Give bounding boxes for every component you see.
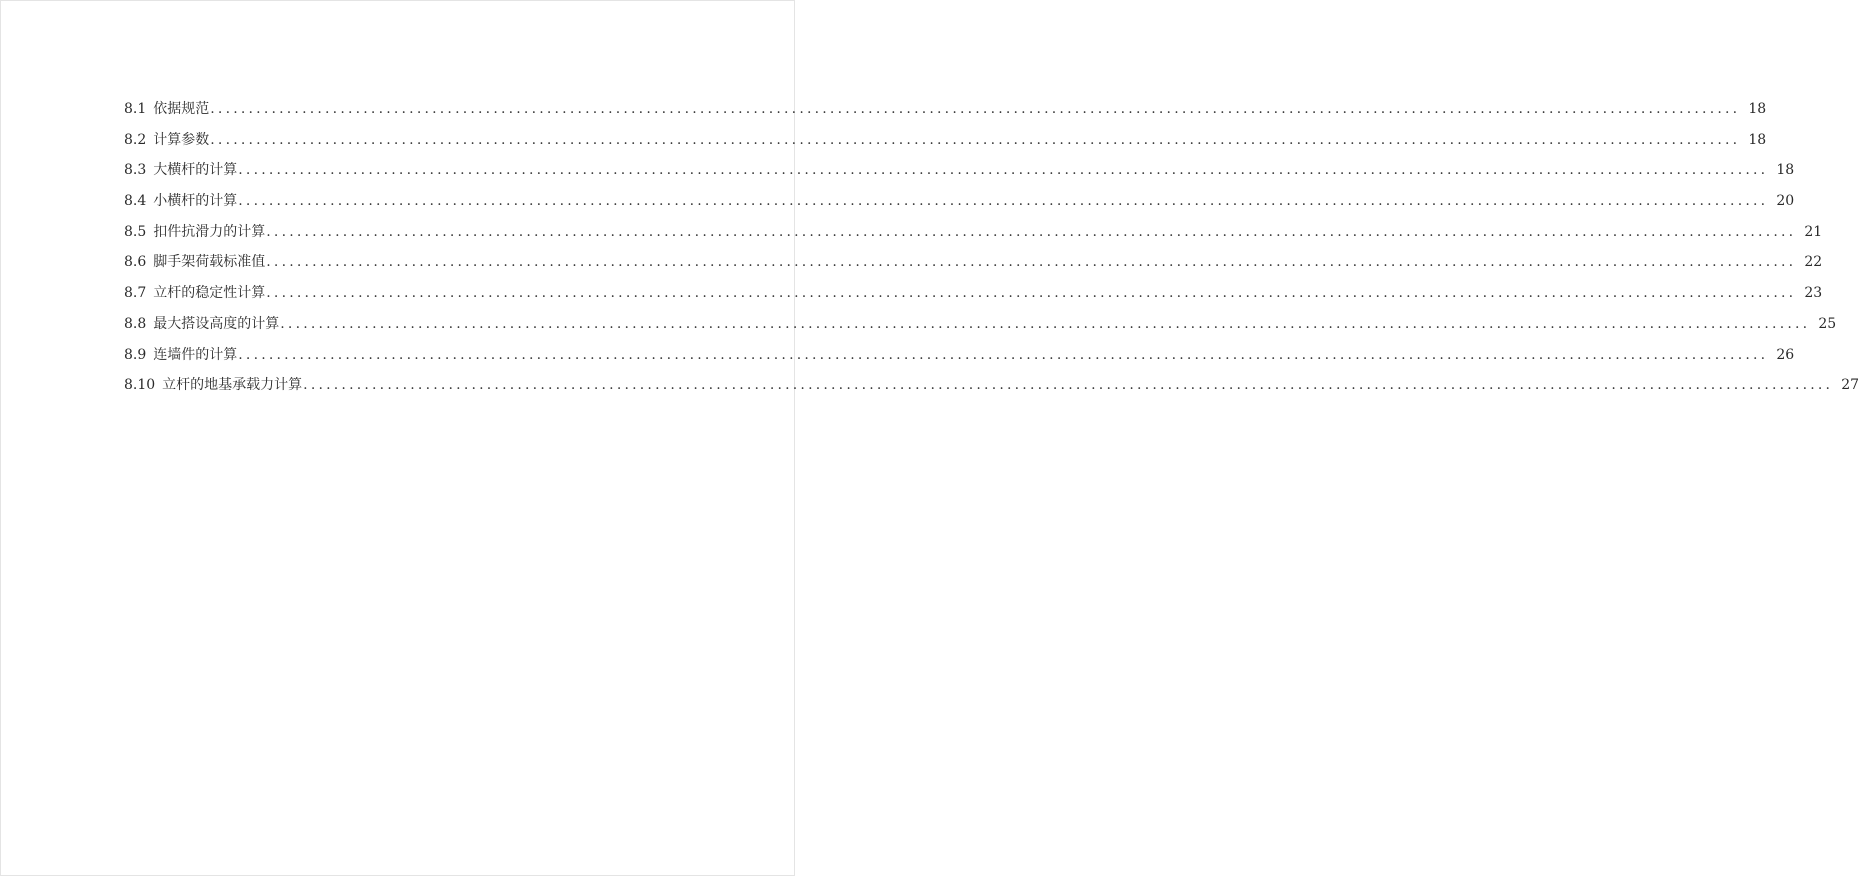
toc-entry-page: 18 — [1748, 131, 1767, 148]
toc-entry-number: 8.4 — [124, 193, 147, 210]
toc-entry-number: 8.2 — [124, 131, 147, 148]
toc-entry-page: 27 — [1841, 377, 1859, 394]
toc-dot-leader: ........................................................................................................................................................................................................ — [238, 193, 1769, 210]
toc-entry-title: 扣件抗滑力的计算 — [153, 223, 266, 240]
toc-dot-leader: ........................................................................................................................................................................................................ — [210, 131, 1741, 148]
toc-entry-title: 最大搭设高度的计算 — [153, 315, 280, 332]
toc-entry-number: 8.3 — [124, 162, 147, 179]
toc-dot-leader: ........................................................................................................................................................................................................ — [266, 254, 1797, 271]
toc-entry-number: 8.7 — [124, 285, 147, 302]
toc-entry-number: 8.9 — [124, 346, 147, 363]
table-of-contents — [124, 94, 1859, 401]
toc-dot-leader: ........................................................................................................................................................................................................ — [238, 346, 1769, 363]
toc-entry-title: 计算参数 — [153, 131, 210, 148]
toc-entry-8-8[interactable] — [124, 309, 1837, 340]
toc-entry-title: 依据规范 — [153, 101, 210, 117]
toc-entry-8-5[interactable] — [124, 217, 1823, 248]
toc-entry-8-10[interactable] — [124, 370, 1859, 401]
toc-entry-8-1[interactable] — [124, 94, 1767, 125]
toc-entry-number: 8.10 — [124, 377, 156, 394]
toc-entry-8-2[interactable] — [124, 125, 1767, 156]
toc-entry-number: 8.1 — [124, 101, 147, 117]
toc-entry-number: 8.6 — [124, 254, 147, 271]
toc-entry-page: 25 — [1818, 315, 1837, 332]
toc-entry-title: 连墙件的计算 — [153, 346, 238, 363]
toc-entry-page: 20 — [1776, 193, 1795, 210]
toc-entry-8-7[interactable] — [124, 278, 1823, 309]
toc-entry-number: 8.5 — [124, 223, 147, 240]
toc-entry-page: 22 — [1804, 254, 1823, 271]
toc-entry-page: 18 — [1776, 162, 1795, 179]
toc-entry-8-4[interactable] — [124, 186, 1795, 217]
toc-entry-page: 18 — [1748, 101, 1767, 117]
toc-entry-title: 立杆的地基承载力计算 — [162, 377, 303, 394]
toc-dot-leader: ........................................................................................................................................................................................................ — [280, 315, 1811, 332]
toc-entry-page: 26 — [1776, 346, 1795, 363]
toc-dot-leader: ........................................................................................................................................................................................................ — [266, 223, 1797, 240]
toc-entry-page: 21 — [1804, 223, 1823, 240]
toc-entry-8-3[interactable] — [124, 155, 1795, 186]
toc-entry-title: 小横杆的计算 — [153, 193, 238, 210]
toc-entry-8-6[interactable] — [124, 247, 1823, 278]
toc-entry-title: 立杆的稳定性计算 — [153, 285, 266, 302]
toc-dot-leader: ........................................................................................................................................................................................................ — [266, 285, 1797, 302]
toc-dot-leader: ........................................................................................................................................................................................................ — [210, 101, 1741, 117]
toc-entry-title: 大横杆的计算 — [153, 162, 238, 179]
toc-dot-leader: ........................................................................................................................................................................................................ — [303, 377, 1834, 394]
toc-entry-8-9[interactable] — [124, 340, 1795, 371]
toc-entry-number: 8.8 — [124, 315, 147, 332]
toc-entry-title: 脚手架荷载标准值 — [153, 254, 266, 271]
toc-entry-page: 23 — [1804, 285, 1823, 302]
toc-dot-leader: ........................................................................................................................................................................................................ — [238, 162, 1769, 179]
